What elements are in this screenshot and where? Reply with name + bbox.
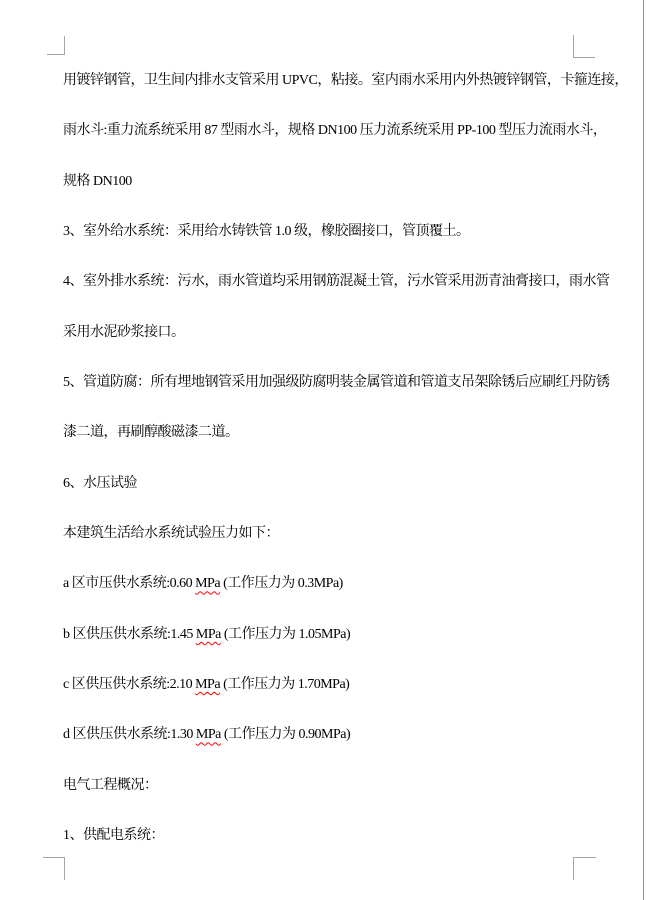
doc-line[interactable]: 漆二道，再刷醇酸磁漆二道。	[63, 425, 239, 441]
pressure-suffix: (工作压力为 1.70MPa)	[220, 677, 350, 693]
doc-line[interactable]: 雨水斗:重力流系统采用 87 型雨水斗，规格 DN100 压力流系统采用 PP-100 型压力流雨水斗，	[63, 123, 607, 139]
doc-line-pressure-c[interactable]	[63, 677, 623, 727]
doc-line[interactable]: 本建筑生活给水系统试验压力如下：	[63, 526, 279, 542]
doc-line-pressure-a[interactable]	[63, 576, 623, 626]
doc-line[interactable]: 5、管道防腐：所有埋地钢管采用加强级防腐明装金属管道和管道支吊架除锈后应刷红丹防锈	[63, 375, 610, 391]
crop-mark-bottom-left	[43, 857, 65, 880]
pressure-prefix: b 区供压供水系统:1.45	[63, 626, 196, 642]
misspelled-word: MPa	[195, 626, 221, 642]
pressure-prefix: d 区供压供水系统:1.30	[63, 727, 196, 743]
pressure-suffix: (工作压力为 0.3MPa)	[220, 576, 343, 592]
crop-mark-top-right	[573, 35, 595, 58]
pressure-prefix: c 区供压供水系统:2.10	[63, 677, 196, 693]
page-edge-line	[643, 0, 644, 900]
doc-line-pressure-b[interactable]	[63, 627, 623, 677]
doc-line[interactable]: 用镀锌钢管，卫生间内排水支管采用 UPVC，粘接。室内雨水采用内外热镀锌钢管，卡箍连接，	[63, 73, 628, 88]
doc-line[interactable]: 3、室外给水系统：采用给水铸铁管 1.0 级，橡胶圈接口，管顶覆土。	[63, 224, 470, 240]
doc-line[interactable]: 电气工程概况：	[63, 777, 158, 793]
pressure-suffix: (工作压力为 0.90MPa)	[220, 727, 351, 743]
doc-line[interactable]: 规格 DN100	[63, 173, 132, 189]
misspelled-word: MPa	[195, 677, 221, 693]
crop-mark-top-left	[47, 36, 65, 55]
pressure-suffix: (工作压力为 1.05MPa)	[220, 626, 351, 642]
doc-line[interactable]: 4、室外排水系统：污水，雨水管道均采用钢筋混凝土管，污水管采用沥青油膏接口，雨水管	[63, 274, 610, 290]
misspelled-word: MPa	[195, 727, 221, 743]
doc-line[interactable]: 6、水压试验	[63, 475, 137, 491]
document-text-area[interactable]	[63, 73, 628, 879]
misspelled-word: MPa	[195, 576, 221, 592]
doc-line[interactable]: 采用水泥砂浆接口。	[63, 324, 185, 340]
doc-line[interactable]: 1、供配电系统：	[63, 828, 164, 844]
doc-line-pressure-d[interactable]	[63, 727, 623, 777]
pressure-prefix: a 区市压供水系统:0.60	[63, 576, 196, 592]
